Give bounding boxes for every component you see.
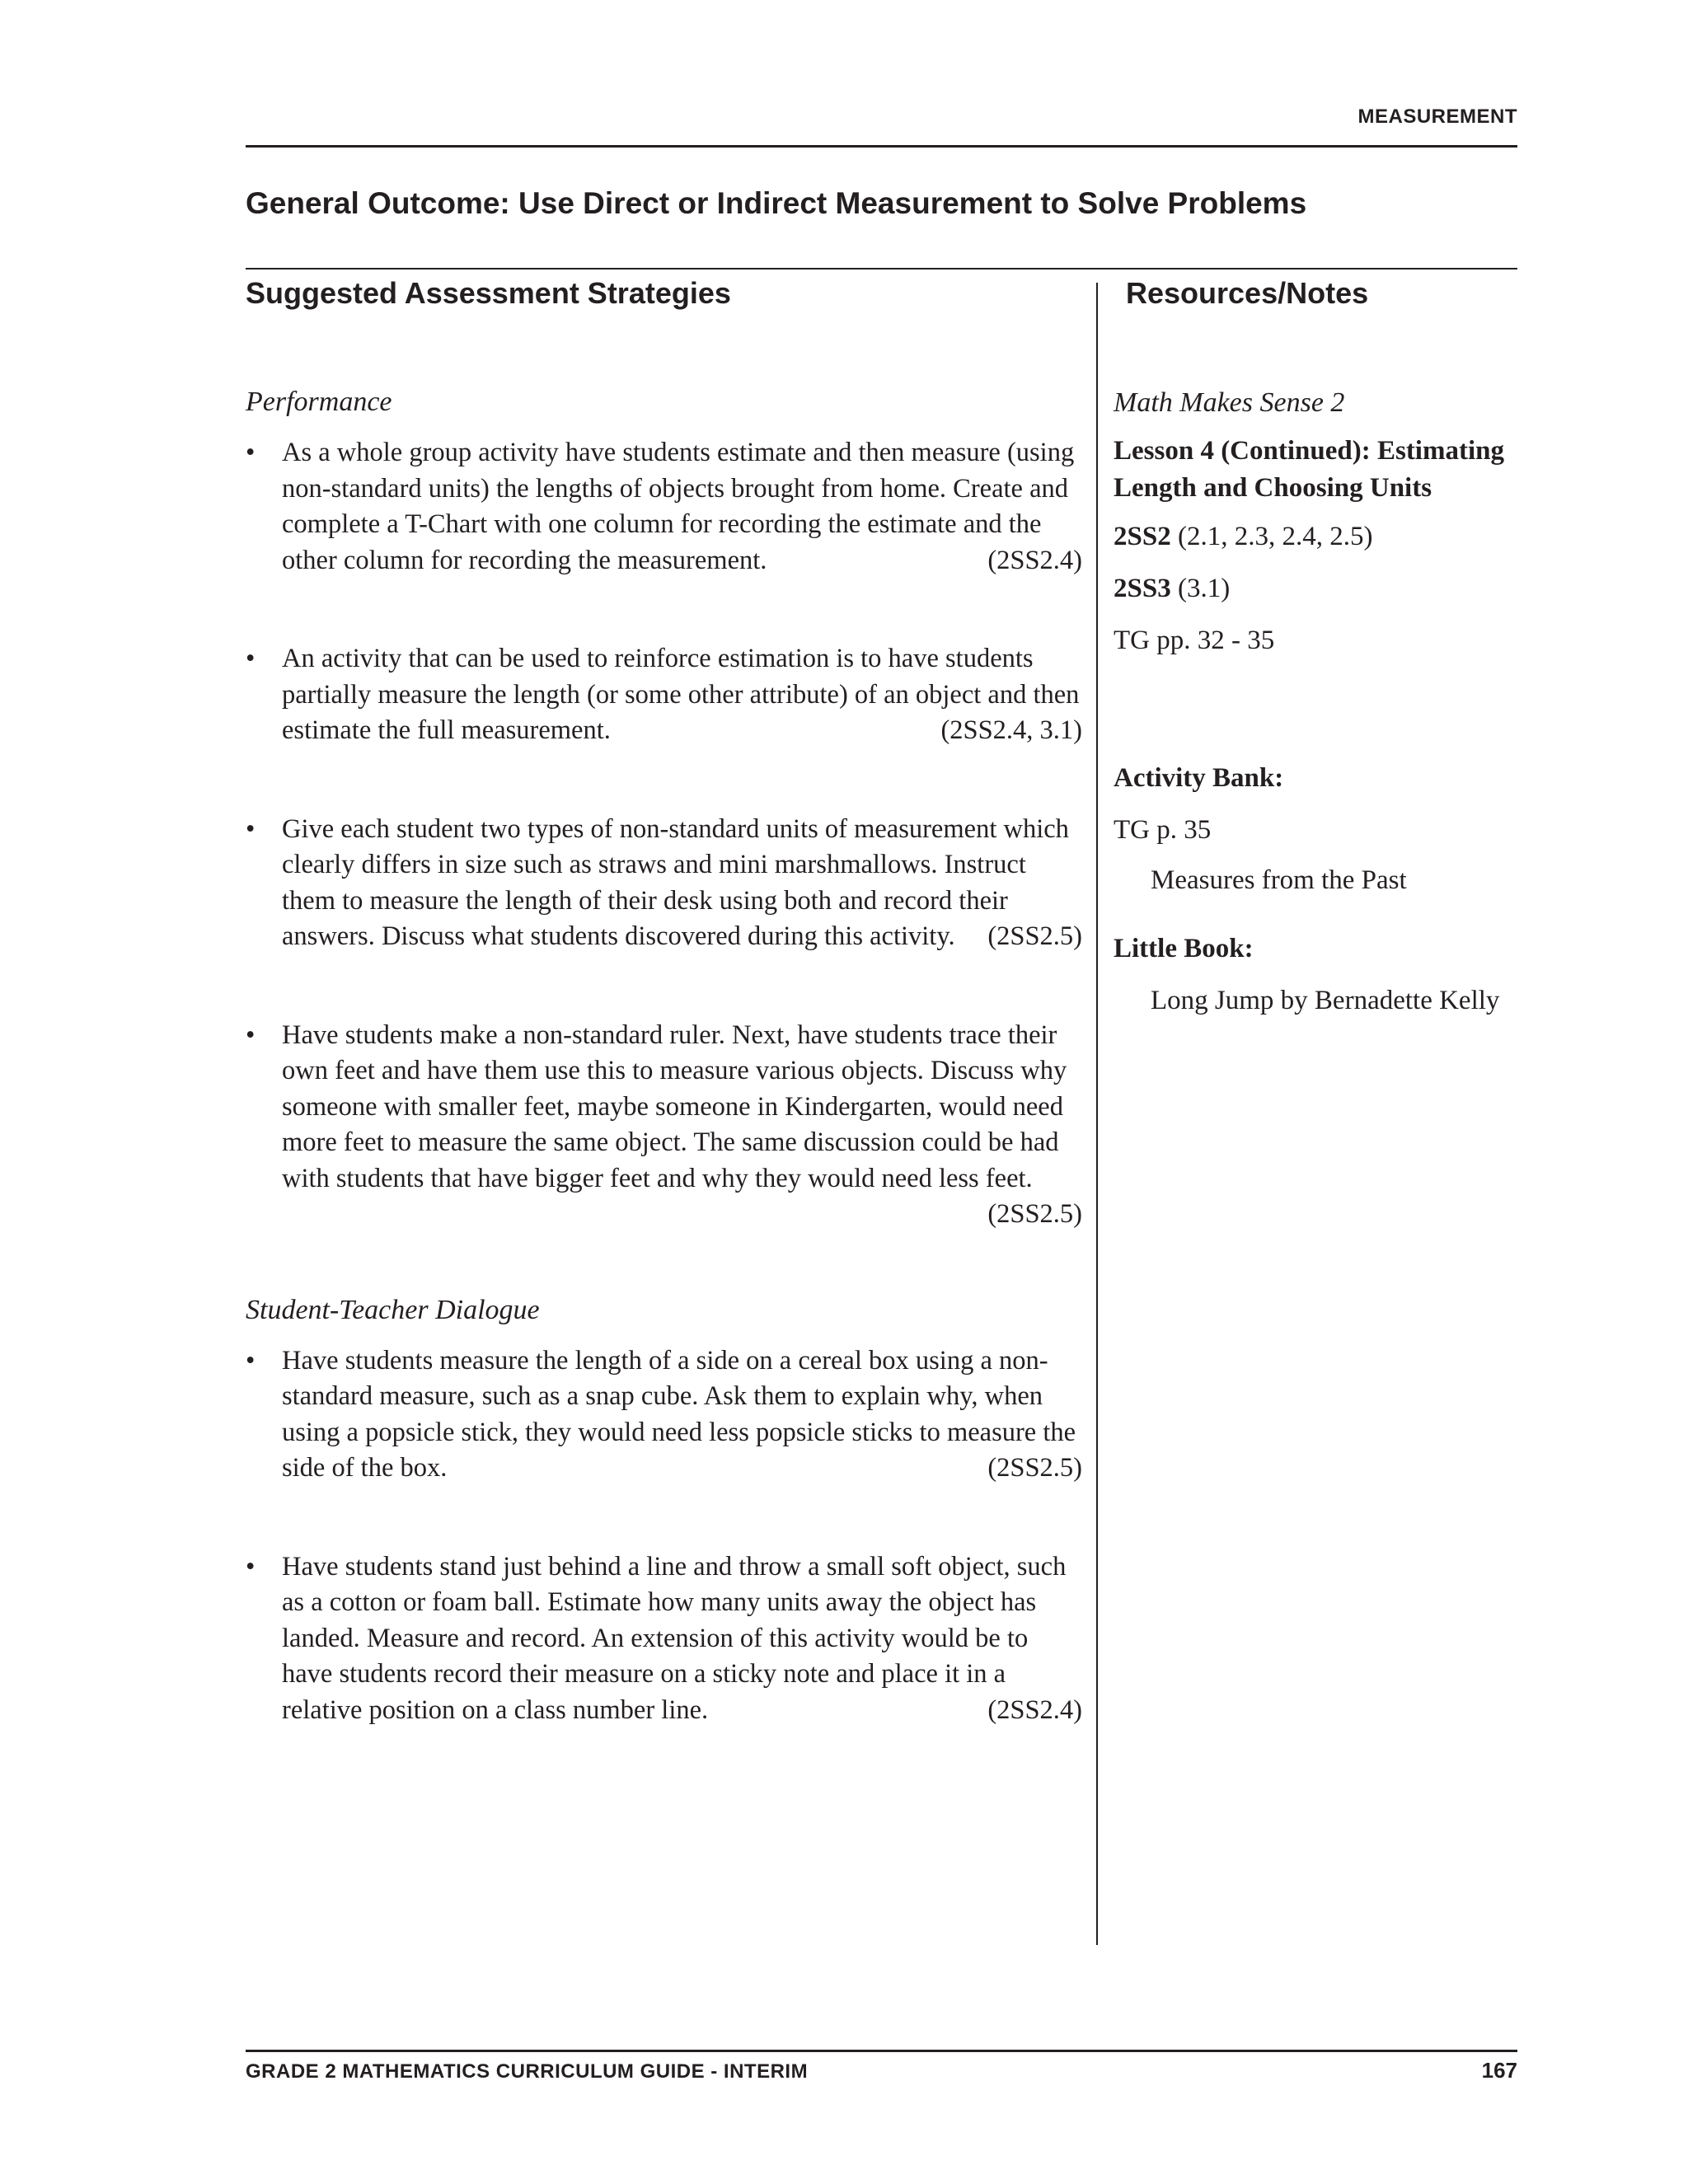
outcome-detail: (2.1, 2.3, 2.4, 2.5) xyxy=(1170,522,1373,551)
strategy-item xyxy=(246,1549,1082,1729)
outcome-code: (2SS2.5) xyxy=(987,1453,1082,1483)
outcome-code: (2SS2.4) xyxy=(987,1694,1082,1725)
strategy-item xyxy=(246,435,1082,579)
bullet-icon: • xyxy=(246,813,256,844)
activity-bank-item: Measures from the Past xyxy=(1151,865,1407,895)
section-header: MEASUREMENT xyxy=(1357,105,1517,128)
strategy-text: Have students stand just behind a line and throw a small soft object, such as a cotton or foam ball. Estimate how many units away the object has landed. Measure and record. An extension of this activity would be to have students record their measure on a sticky note and place it in a relative position on a class number line. xyxy=(282,1551,1067,1725)
performance-label: Performance xyxy=(246,387,392,417)
activity-bank-label: Activity Bank: xyxy=(1114,763,1284,793)
outcome-code: (2SS2.4, 3.1) xyxy=(940,715,1082,745)
bullet-icon: • xyxy=(246,644,256,673)
header-rule xyxy=(246,145,1517,148)
little-book-item: Long Jump by Bernadette Kelly xyxy=(1151,986,1500,1015)
page-number: 167 xyxy=(1481,2058,1517,2083)
outcome-code: (2SS2.5) xyxy=(987,921,1082,951)
strategy-text: Have students make a non-standard ruler. Next, have students trace their own feet and have them use this to measure various objects. Discuss why someone with smaller feet, maybe someone in Kindergarten, would need more feet to measure the same object. The same discussion could be had with students that have bigger feet and why they would need less feet. xyxy=(282,1019,1067,1193)
strategy-text: An activity that can be used to reinforce estimation is to have students partially measure the length (or some other attribute) of an object and then estimate the full measurement. xyxy=(282,644,1080,745)
bullet-icon: • xyxy=(246,1019,256,1050)
student-teacher-dialogue-label: Student-Teacher Dialogue xyxy=(246,1294,540,1325)
outcome-reference xyxy=(1114,518,1526,555)
resources-notes-column xyxy=(1114,384,1526,1019)
strategy-item xyxy=(246,812,1082,955)
footer-rule xyxy=(246,2050,1517,2052)
resource-book-title: Math Makes Sense 2 xyxy=(1114,387,1345,418)
bullet-icon: • xyxy=(246,1345,256,1376)
assessment-strategies-heading: Suggested Assessment Strategies xyxy=(246,276,731,310)
strategy-text: Give each student two types of non-standard units of measurement which clearly differs in size such as straws and mini marshmallows. Instruct them to measure the length of their desk using both and record their answers. Discuss what students discovered during this activity. xyxy=(282,813,1069,951)
column-header-rule xyxy=(246,268,1517,269)
strategy-item xyxy=(246,641,1082,749)
strategy-item xyxy=(246,1343,1082,1487)
footer-title: GRADE 2 MATHEMATICS CURRICULUM GUIDE - INTERIM xyxy=(246,2060,809,2083)
outcome-code: (2SS2.5) xyxy=(987,1199,1082,1229)
assessment-strategies-column xyxy=(246,384,1082,1728)
little-book-label: Little Book: xyxy=(1114,934,1254,963)
activity-bank-page: TG p. 35 xyxy=(1114,815,1212,845)
outcome-code: 2SS3 xyxy=(1114,574,1171,603)
outcome-code: 2SS2 xyxy=(1114,522,1171,551)
strategy-item xyxy=(246,1018,1082,1233)
bullet-icon: • xyxy=(246,438,256,467)
strategy-text: As a whole group activity have students estimate and then measure (using non-standard units) the lengths of objects brought from home. Create and complete a T-Chart with one column for recording the estimate and the other column for recording the measurement. xyxy=(282,438,1075,575)
resources-notes-heading: Resources/Notes xyxy=(1126,276,1369,310)
lesson-title: Lesson 4 (Continued): Estimating Length and Choosing Units xyxy=(1114,436,1504,503)
strategy-text: Have students measure the length of a side on a cereal box using a non-standard measure, such as a snap cube. Ask them to explain why, when using a popsicle stick, they would need less popsicle sticks to measure the side of the box. xyxy=(282,1345,1076,1483)
column-divider xyxy=(1096,283,1098,1945)
general-outcome-title: General Outcome: Use Direct or Indirect Measurement to Solve Problems xyxy=(246,186,1307,220)
outcome-reference xyxy=(1114,570,1526,607)
bullet-icon: • xyxy=(246,1551,256,1582)
teacher-guide-pages: TG pp. 32 - 35 xyxy=(1114,626,1275,655)
outcome-detail: (3.1) xyxy=(1170,574,1231,603)
outcome-code: (2SS2.4) xyxy=(987,545,1082,575)
